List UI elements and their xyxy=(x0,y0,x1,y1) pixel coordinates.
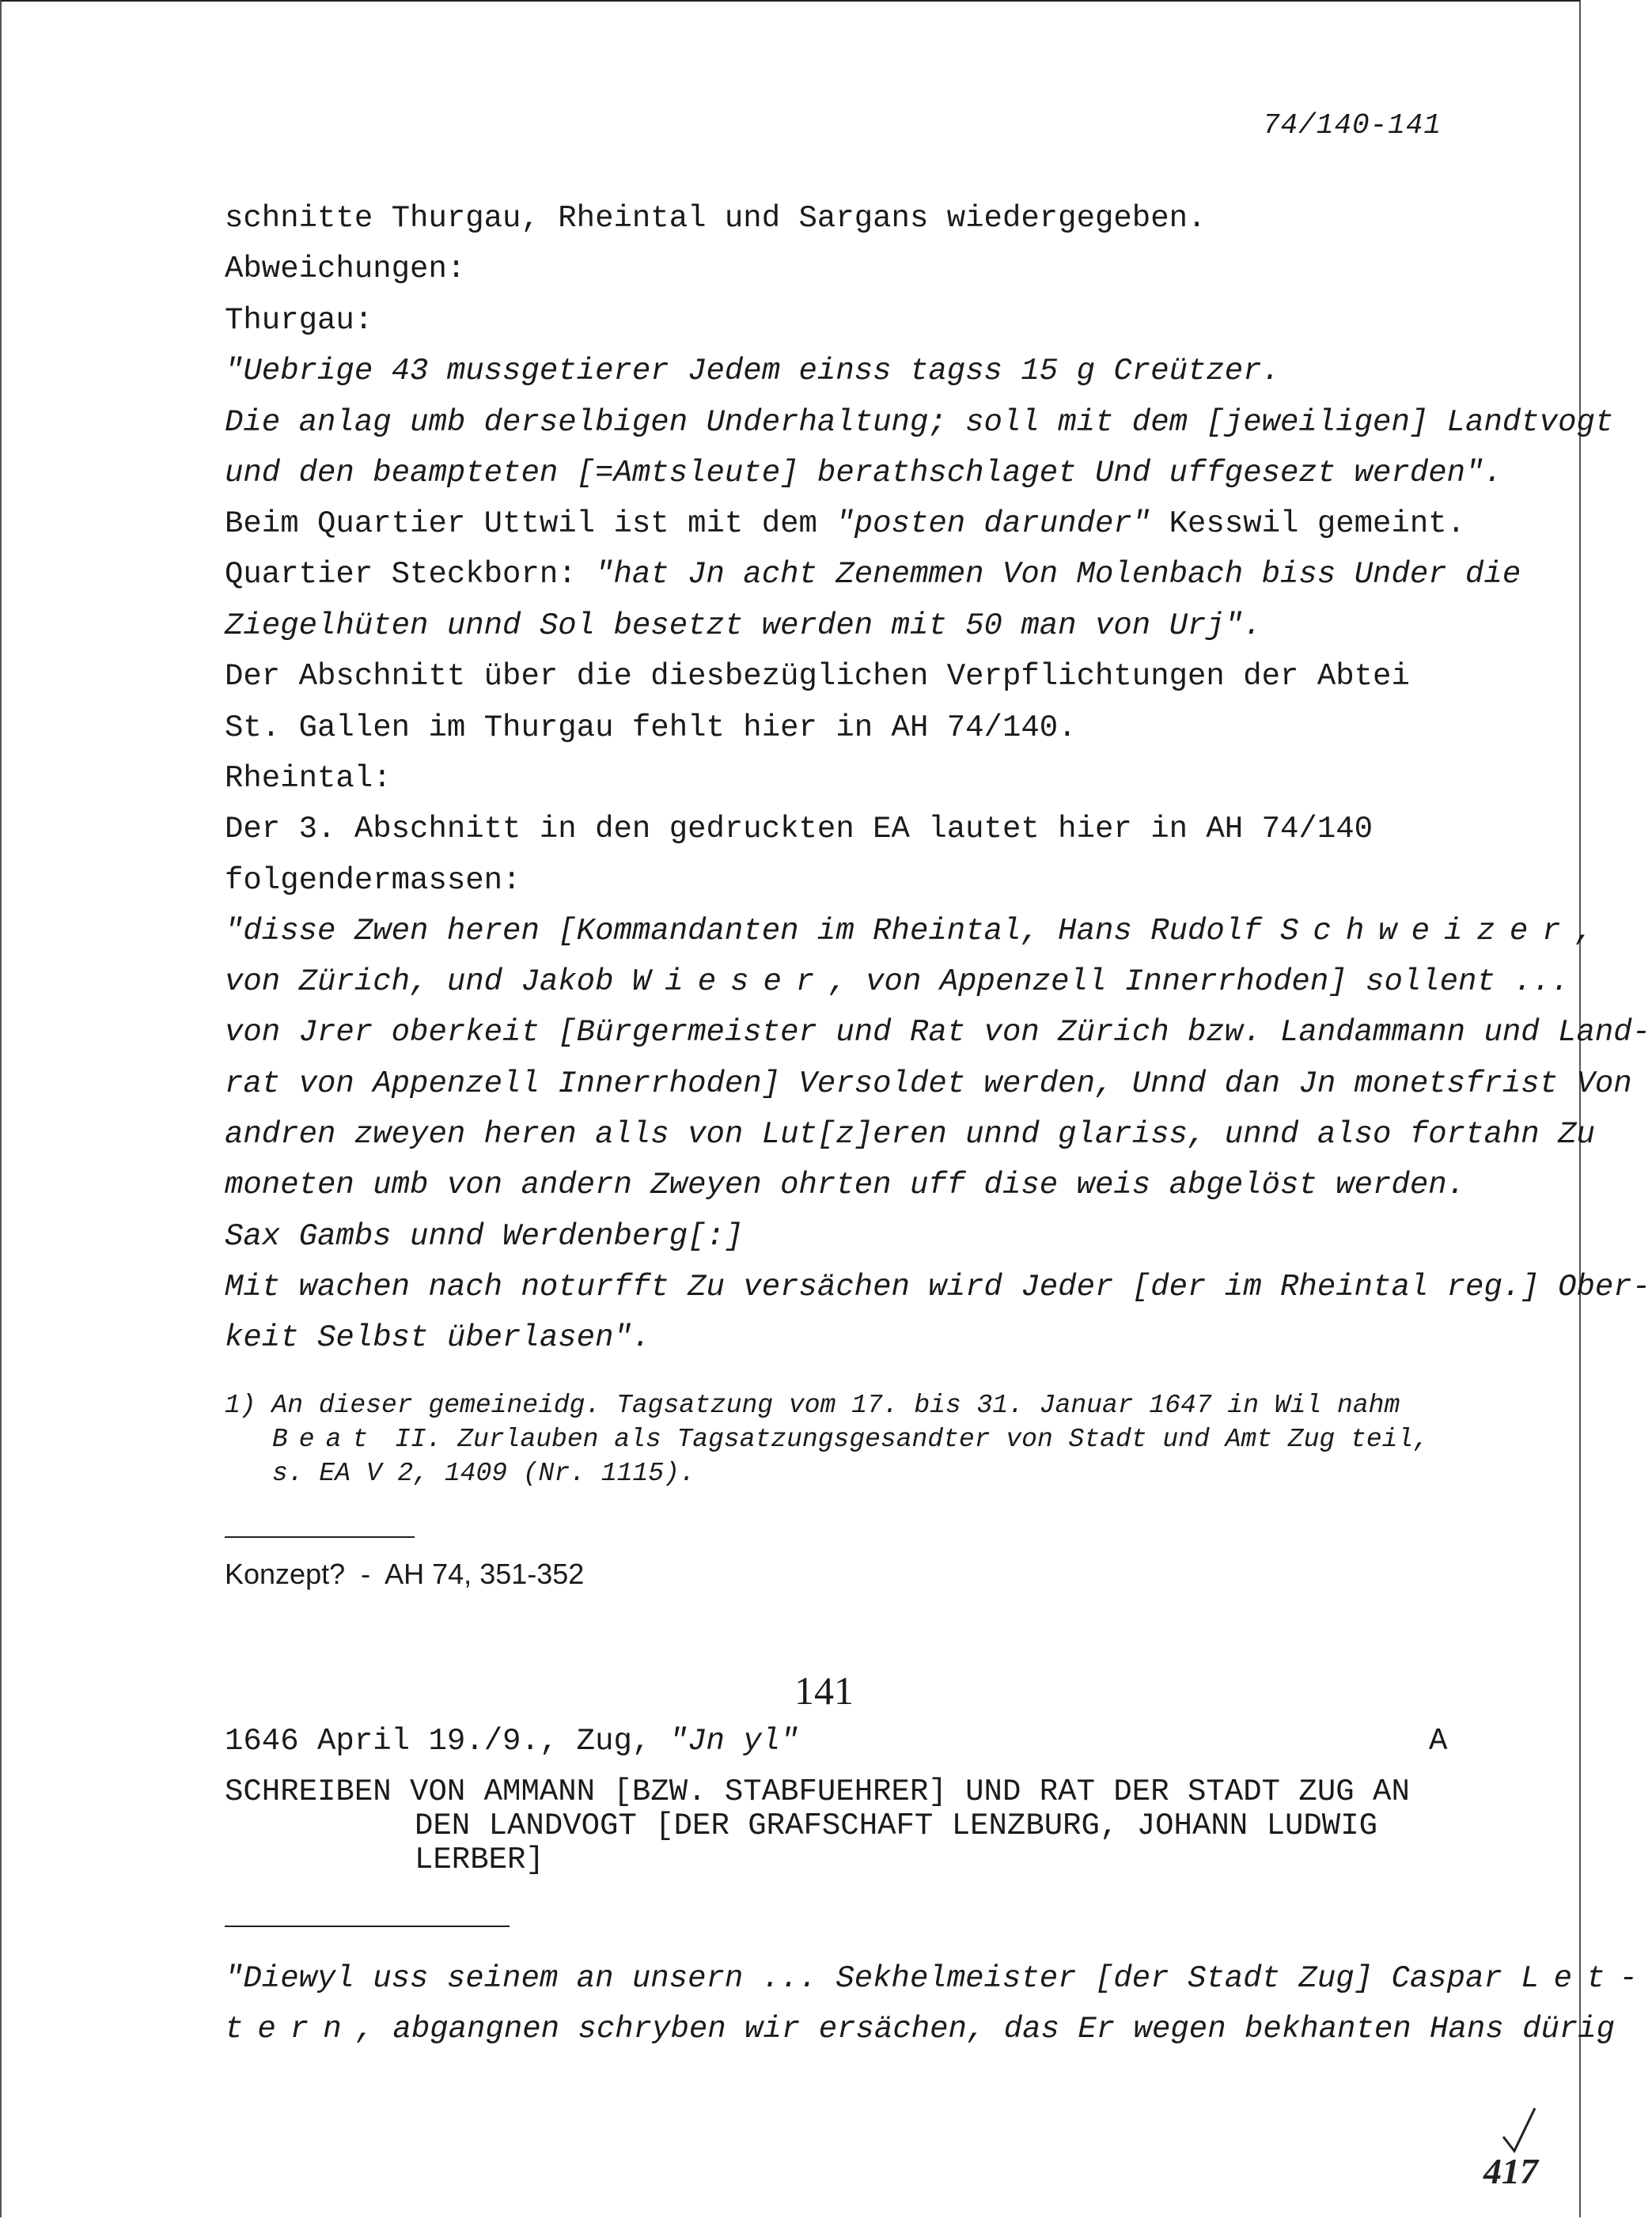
divider xyxy=(225,1536,415,1538)
text-segment: "disse Zwen heren [Kommandanten im Rheintal, Hans Rudolf xyxy=(225,914,1281,949)
quote-segment: "hat Jn acht Zenemmen Von Molenbach biss Under die xyxy=(595,557,1521,592)
quote-line: und den beampteten [=Amtsleute] berathschlaget Und uffgesezt werden". xyxy=(225,456,1502,490)
text-line: St. Gallen im Thurgau fehlt hier in AH 74/140. xyxy=(225,710,1077,745)
text-line: folgendermassen: xyxy=(225,863,521,898)
quote-line: keit Selbst überlasen". xyxy=(225,1320,651,1355)
spaced-name: tern xyxy=(225,2012,356,2047)
text-segment: "Diewyl uss seinem an unsern ... Sekhelmeister [der Stadt Zug] Caspar xyxy=(225,1961,1521,1996)
quote-line xyxy=(225,2012,1615,2047)
quote-line: Sax Gambs unnd Werdenberg[:] xyxy=(225,1219,744,1254)
document-heading: SCHREIBEN VON AMMANN [BZW. STABFUEHRER] UND RAT DER STADT ZUG AN xyxy=(225,1774,1410,1809)
text-segment: Quartier Steckborn: xyxy=(225,557,596,592)
text-segment: Kesswil gemeint. xyxy=(1150,506,1466,541)
spaced-name: Wieser xyxy=(631,964,829,999)
text-segment: , xyxy=(1574,914,1594,949)
quote-line xyxy=(225,914,1593,949)
footnote-line xyxy=(272,1425,1429,1455)
quote-segment: "posten darunder" xyxy=(835,506,1151,541)
quote-line: andren zweyen heren alls von Lut[z]eren unnd glariss, unnd also fortahn Zu xyxy=(225,1117,1595,1152)
text-line: Thurgau: xyxy=(225,303,373,338)
divider xyxy=(225,1926,510,1927)
document-number: 141 xyxy=(794,1668,854,1713)
quote-line: moneten umb von andern Zweyen ohrten uff dise weis abgelöst werden. xyxy=(225,1168,1466,1202)
text-line: Der Abschnitt über die diesbezüglichen Verpflichtungen der Abtei xyxy=(225,659,1410,694)
text-line: Rheintal: xyxy=(225,761,392,796)
footnote-line: s. EA V 2, 1409 (Nr. 1115). xyxy=(272,1459,695,1488)
quote-segment: "Jn yl" xyxy=(669,1724,799,1759)
text-segment: II. Zurlauben als Tagsatzungsgesandter von Stadt und Amt Zug teil, xyxy=(379,1425,1430,1454)
page-reference: 74/140-141 xyxy=(1262,109,1442,142)
text-line: Abweichungen: xyxy=(225,252,466,286)
source-note: Konzept? - AH 74, 351-352 xyxy=(225,1558,585,1590)
text-segment: 1646 April 19./9., Zug, xyxy=(225,1724,669,1759)
spaced-name: Beat xyxy=(272,1425,380,1454)
folio-number: 417 xyxy=(1483,2151,1538,2191)
text-line: Der 3. Abschnitt in den gedruckten EA lautet hier in AH 74/140 xyxy=(225,812,1374,846)
footnote-line: 1) An dieser gemeineidg. Tagsatzung vom 17. bis 31. Januar 1647 in Wil nahm xyxy=(225,1391,1400,1420)
document-type-letter: A xyxy=(1429,1724,1448,1759)
document-heading: LERBER] xyxy=(415,1842,544,1877)
text-line: schnitte Thurgau, Rheintal und Sargans wiedergegeben. xyxy=(225,201,1207,236)
quote-line: "Uebrige 43 mussgetierer Jedem einss tagss 15 g Creützer. xyxy=(225,354,1281,388)
text-line xyxy=(225,506,1465,541)
quote-line xyxy=(225,964,1569,999)
text-line xyxy=(225,557,1521,592)
document-heading: DEN LANDVOGT [DER GRAFSCHAFT LENZBURG, JOHANN LUDWIG xyxy=(415,1808,1377,1843)
spaced-name: Let- xyxy=(1521,1961,1652,1996)
quote-line: von Jrer oberkeit [Bürgermeister und Rat von Zürich bzw. Landammann und Land- xyxy=(225,1015,1651,1050)
text-segment: , abgangnen schryben wir ersächen, das Er wegen bekhanten Hans dürig xyxy=(355,2012,1616,2047)
quote-line: rat von Appenzell Innerrhoden] Versoldet werden, Unnd dan Jn monetsfrist Von xyxy=(225,1066,1632,1101)
quote-line: Mit wachen nach noturfft Zu versächen wird Jeder [der im Rheintal reg.] Ober- xyxy=(225,1270,1651,1305)
text-segment: von Zürich, und Jakob xyxy=(225,964,632,999)
text-segment: Beim Quartier Uttwil ist mit dem xyxy=(225,506,836,541)
quote-line: Ziegelhüten unnd Sol besetzt werden mit 50 man von Urj". xyxy=(225,608,1262,643)
text-segment: , von Appenzell Innerrhoden] sollent ... xyxy=(828,964,1570,999)
spaced-name: Schweizer xyxy=(1280,914,1575,949)
quote-line: Die anlag umb derselbigen Underhaltung; soll mit dem [jeweiligen] Landtvogt xyxy=(225,405,1614,440)
document-date xyxy=(225,1724,799,1759)
quote-line xyxy=(225,1961,1652,1996)
